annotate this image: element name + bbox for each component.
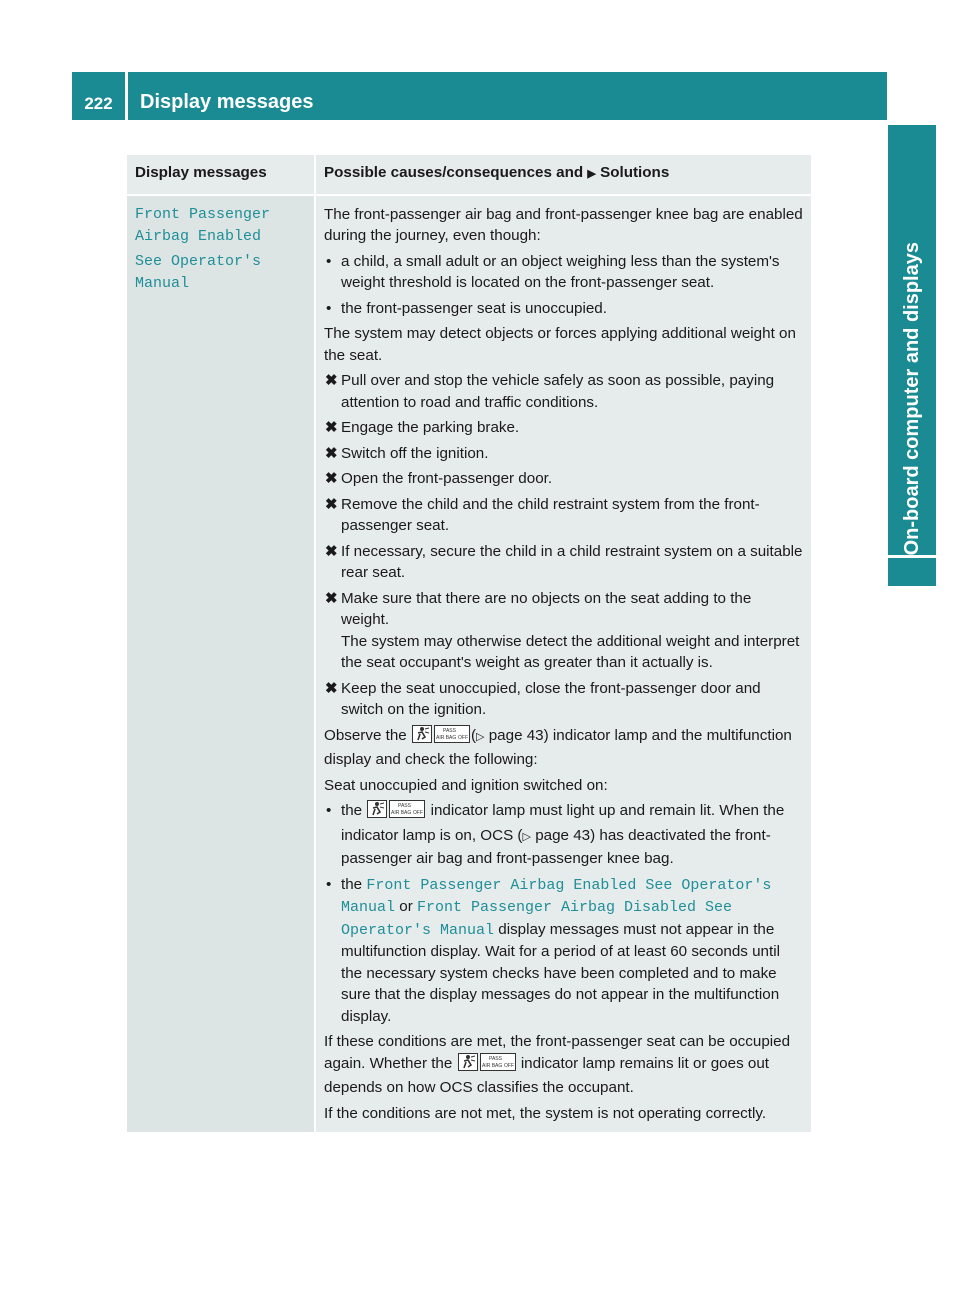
step-item — [324, 678, 803, 721]
display-message-code: Front Passenger Airbag Enabled See Operator's Manual — [341, 876, 772, 916]
airbag-seat-occupant-icon — [367, 800, 387, 825]
svg-text:AIR BAG: AIR BAG — [391, 810, 412, 816]
step-item — [324, 494, 803, 537]
message-line: Front Passenger — [135, 205, 271, 223]
step-note: The system may otherwise detect the additional weight and interpret the seat occupant's weight as greater than it actually is. — [341, 632, 800, 671]
step-item — [324, 443, 803, 465]
svg-text:PASS: PASS — [442, 727, 456, 734]
page-reference[interactable]: page 43 — [488, 726, 544, 744]
message-cell — [127, 195, 315, 1133]
conditions-met-pre: If these conditions are met, the front-passenger seat can be occupied again. Whether the — [324, 1033, 791, 1072]
step-text: Open the front-passenger door. — [341, 470, 553, 487]
step-text: Engage the parking brake. — [341, 419, 520, 436]
svg-text:AIR BAG: AIR BAG — [481, 1062, 502, 1069]
svg-text:PASS: PASS — [488, 1055, 502, 1062]
table-header-row — [127, 155, 811, 195]
step-text: Pull over and stop the vehicle safely as soon as possible, paying attention to road and traffic conditions. — [341, 372, 775, 411]
list-item — [324, 298, 803, 320]
observe-pre: Observe the — [324, 726, 407, 744]
display-messages-table — [127, 155, 811, 1132]
svg-text:OFF: OFF — [503, 1062, 514, 1069]
list-item-text: the — [341, 875, 363, 893]
bullet-dot-icon: • — [326, 252, 332, 270]
intro-text: The front-passenger air bag and front-passenger knee bag are enabled during the journey, even though: — [324, 205, 803, 244]
step-text: Keep the seat unoccupied, close the front-passenger door and switch on the ignition. — [341, 679, 761, 718]
page-header-title — [128, 72, 887, 120]
conditions-met-post: indicator lamp remains lit or goes out depends on how OCS classifies the occupant. — [324, 1054, 769, 1096]
side-tab-label — [888, 125, 936, 555]
right-triangle-icon: ▶ — [587, 168, 596, 180]
observe-text: Observe the PASS AIR BAG OFF (▷ page 43) indicator lamp and the multifunction display and check the following: — [324, 726, 792, 768]
step-item — [324, 541, 803, 584]
bullet-dot-icon: • — [326, 802, 332, 819]
svg-text:OFF: OFF — [457, 734, 468, 741]
message-line: Airbag Enabled — [135, 227, 262, 245]
col-header-causes-text: Possible causes/consequences and — [324, 164, 584, 181]
step-item — [324, 588, 803, 674]
col-header-display-messages: Display messages — [127, 155, 315, 195]
list-item-text: the — [341, 802, 363, 819]
conditions-met-text — [324, 1031, 803, 1099]
right-triangle-icon: ✖ — [325, 470, 338, 487]
list-item — [324, 251, 803, 294]
airbag-seat-occupant-icon — [412, 725, 432, 750]
right-triangle-icon: ✖ — [325, 372, 338, 389]
right-triangle-icon: ✖ — [325, 679, 338, 697]
observe-post: indicator lamp and the multifunction display and check the following: — [324, 726, 792, 768]
step-item — [324, 468, 803, 490]
side-tab-text: On-board computer and displays — [900, 241, 923, 555]
side-tab-marker — [888, 558, 936, 586]
list-item-text: indicator lamp must light up and remain lit. When the indicator lamp is on, OCS ( — [341, 802, 785, 844]
solution-cell — [315, 195, 811, 1133]
step-item — [324, 417, 803, 439]
conditions-not-met-text: If the conditions are not met, the system is not operating correctly. — [324, 1104, 767, 1122]
message-line: See Operator's — [135, 252, 262, 270]
right-triangle-icon: ✖ — [325, 444, 338, 462]
page-number — [72, 72, 125, 120]
display-message-code: Front Passenger Airbag Disabled See Operator's Manual — [341, 899, 733, 939]
svg-text:AIR BAG: AIR BAG — [435, 734, 457, 741]
step-text: If necessary, secure the child in a child restraint system on a suitable rear seat. — [341, 542, 803, 581]
page-ref-triangle-icon: ▷ — [522, 830, 531, 843]
step-text: Remove the child and the child restraint system from the front-passenger seat. — [341, 495, 760, 534]
svg-text:OFF: OFF — [413, 810, 424, 816]
page-ref-triangle-icon: ▷ — [476, 730, 485, 743]
list-item-text: or — [399, 898, 413, 915]
list-item-text: a child, a small adult or an object weighing less than the system's weight threshold is located on the front-passenger seat. — [341, 252, 780, 291]
message-line: Manual — [135, 274, 190, 292]
right-triangle-icon: ✖ — [325, 589, 338, 607]
list-item — [324, 874, 803, 1028]
right-triangle-icon: ✖ — [325, 542, 338, 560]
step-text: Switch off the ignition. — [341, 444, 489, 462]
list-item-text: ) has deactivated the front-passenger air bag and front-passenger knee bag. — [341, 826, 771, 867]
col-header-solutions-text: Solutions — [600, 164, 670, 181]
list-item-text: display messages must not appear in the multifunction display. Wait for a period of at least 60 seconds until the necessary system checks have been completed and to make sure that the display messages do not appear in the multifunction display. — [341, 920, 780, 1025]
right-triangle-icon: ✖ — [325, 495, 338, 513]
header-title-text: Display messages — [140, 91, 314, 113]
page-number-text: 222 — [84, 94, 113, 113]
step-text: Make sure that there are no objects on the seat adding to the weight. — [341, 589, 752, 628]
pass-airbag-off-icon — [434, 725, 470, 750]
airbag-seat-occupant-icon — [458, 1053, 478, 1078]
bullet-dot-icon: • — [326, 875, 332, 893]
pass-airbag-off-icon — [480, 1053, 516, 1078]
table-row — [127, 195, 811, 1133]
svg-text:PASS: PASS — [398, 803, 412, 809]
step-item — [324, 370, 803, 413]
bullet-dot-icon: • — [326, 299, 332, 317]
page-reference[interactable]: page 43 — [535, 826, 591, 844]
right-triangle-icon: ✖ — [325, 419, 338, 436]
pass-airbag-off-icon — [389, 800, 425, 825]
list-item-text: the front-passenger seat is unoccupied. — [341, 299, 607, 317]
list-item — [324, 800, 803, 870]
col-header-causes — [315, 155, 811, 195]
seat-condition: Seat unoccupied and ignition switched on: — [324, 776, 608, 794]
detect-note: The system may detect objects or forces applying additional weight on the seat. — [324, 325, 796, 364]
